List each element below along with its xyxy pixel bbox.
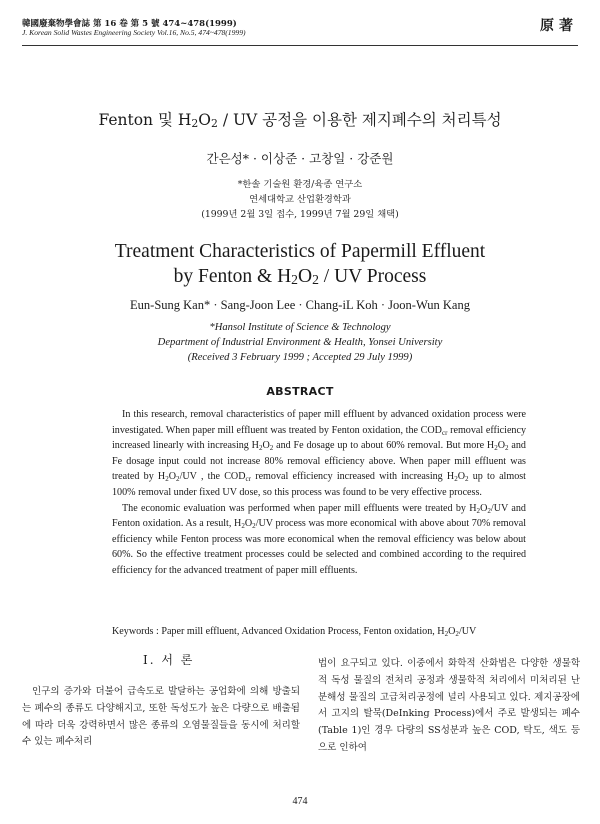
journal-name-korean: 韓國廢棄物學會誌 第 16 卷 第 5 號 474~478(1999) (22, 19, 237, 29)
affiliation-english-1: *Hansol Institute of Science & Technology (209, 322, 391, 333)
keywords: Keywords : Paper mill effluent, Advanced Oxidation Process, Fenton oxidation, $H_2O_2/UV$ (112, 626, 477, 638)
received-date-english: (Received 3 February 1999 ; Accepted 29 July 1999) (187, 352, 413, 363)
body-paragraph: 법이 요구되고 있다. 이중에서 화학적 산화법은 다양한 생물학적 독성 물질의 전처리 공정과 생물학적 처리에서 미처리된 난분해성 물질의 고급처리공정에 널리 사용되고 있다. 제지공장에서 고지의 탈묵(DeInking Process)에서 주로 발생되는 폐수(Table 1)인 경우 다량의 SS성분과 높은 COD, 탁도, 색도 등으로 인하여 (318, 658, 580, 753)
affiliation-english-2: Department of Industrial Environment & Health, Yonsei University (157, 337, 443, 348)
authors-korean: 간은성* · 이상준 · 고창일 · 강준원 (206, 151, 394, 166)
affiliation-korean-2: 연세대학교 산업환경학과 (249, 194, 351, 205)
abstract-body (112, 407, 526, 579)
section-heading-introduction: Ⅰ. 서 론 (143, 653, 195, 667)
body-column-left (22, 684, 300, 751)
title-korean: Fenton 및 $H_2O_2$ / UV 공정을 이용한 제지폐수의 처리특성 (98, 111, 502, 130)
title-english: Treatment Characteristics of Papermill Effluent by Fenton & $H_2O_2$ / UV Process (114, 241, 486, 287)
header-divider (22, 45, 578, 46)
abstract-heading: ABSTRACT (266, 385, 334, 398)
page-number: 474 (292, 796, 308, 807)
journal-name-english: J. Korean Solid Wastes Engineering Society Vol.16, No.5, 474~478(1999) (22, 28, 246, 37)
abstract-paragraph-2: The economic evaluation was performed when paper mill effluents were treated by $H_2O_2/UV$ and Fenton oxidation. As a result, $H_2O_2/UV$ process was more economical with above about 70% removal efficiency while Fenton process was more economical when the removal efficiency was below about 60%. So the effective treatment processes could be selected and combined according to the required efficiency for the advanced treatment of paper mill effluents. (112, 502, 527, 576)
abstract-paragraph-1: In this research, removal characteristics of paper mill effluent by advanced oxidation process were investigated. When paper mill effluent was treated by Fenton oxidation, the $COD_{cr}$ removal efficiency increased linearly with increasing $H_2O_2$ and Fe dosage up to about 60% removal. But more $H_2O_2$ and Fe dosage input could not increase 80% removal efficiency above. When paper mill effluent was treated by $H_2O_2/UV$ , the $COD_{cr}$ removal efficiency increased with increasing $H_2O_2$ up to almost 100% removal under fixed UV dose, so this process was found to be very effective process. (112, 409, 527, 498)
received-date-korean: (1999년 2월 3일 접수, 1999년 7월 29일 채택) (201, 209, 399, 220)
body-column-right (318, 656, 580, 757)
body-paragraph: 인구의 증가와 더불어 급속도로 발달하는 공업화에 의해 방출되는 폐수의 종류도 다양해지고, 또한 독성도가 높은 다량으로 배출됨에 따라 더욱 강력하면서 많은 종류의 오염물질들을 동시에 처리할 수 있는 폐수처리 (22, 686, 300, 748)
affiliation-korean-1: *한솔 기술원 환경/육종 연구소 (237, 179, 363, 190)
authors-english: Eun-Sung Kan* · Sang-Joon Lee · Chang-iL Koh · Joon-Wun Kang (130, 298, 470, 312)
article-type-label: 原著 (540, 18, 578, 34)
